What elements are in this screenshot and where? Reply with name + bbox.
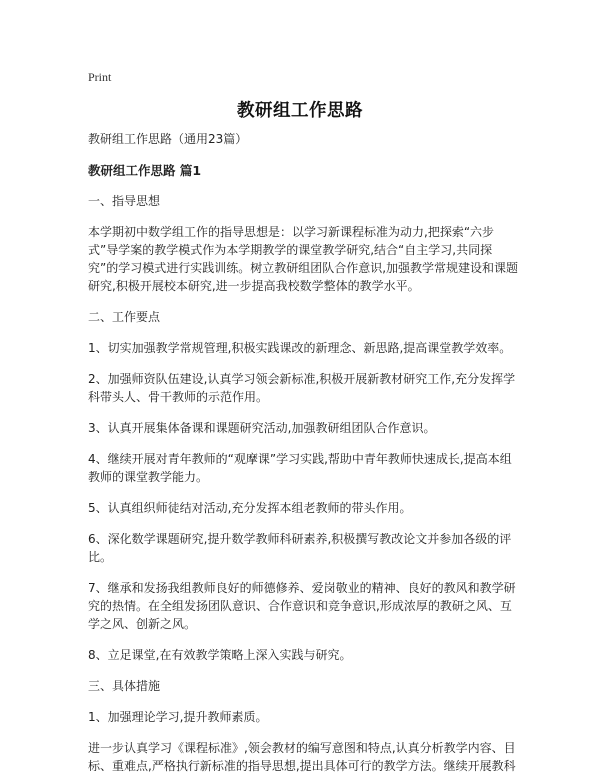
- paragraph-point-8: 8、立足课堂,在有效教学策略上深入实践与研究。: [88, 648, 352, 662]
- paragraph-measure-1: 1、加强理论学习,提升教师素质。: [88, 710, 268, 724]
- paragraph-point-7: 7、继承和发扬我组教师良好的师德修养、爱岗敬业的精神、良好的教风和教学研究的热情。在全组发扬团队意识、合作意识和竞争意识,形成浓厚的教研之风、互学之风、创新之风。: [88, 581, 516, 631]
- print-label: Print: [88, 70, 112, 84]
- paragraph-point-4: 4、继续开展对青年教师的“观摩课”学习实践,帮助中青年教师快速成长,提高本组教师的课堂教学能力。: [88, 452, 512, 484]
- paragraph-point-6: 6、深化数学课题研究,提升数学教师科研素养,积极撰写教改论文并参加各级的评比。: [88, 532, 512, 564]
- document-body: [88, 130, 520, 776]
- heading-specific-measures: 三、具体措施: [88, 679, 161, 693]
- document-subtitle: 教研组工作思路（通用23篇）: [88, 132, 248, 146]
- paragraph-point-3: 3、认真开展集体备课和课题研究活动,加强教研组团队合作意识。: [88, 421, 436, 435]
- document-title: 教研组工作思路: [237, 101, 363, 121]
- heading-guiding-ideology: 一、指导思想: [88, 194, 161, 208]
- section-heading: 教研组工作思路 篇1: [88, 163, 202, 178]
- paragraph-measure-1-detail: 进一步认真学习《课程标准》,领会教材的编写意图和特点,认真分析教学内容、目标、重难点,严格执行新标准的指导思想,提出具体可行的教学方法。继续开展教科: [88, 741, 516, 773]
- paragraph-point-1: 1、切实加强教学常规管理,积极实践课改的新理念、新思路,提高课堂教学效率。: [88, 341, 512, 355]
- heading-work-points: 二、工作要点: [88, 310, 161, 324]
- paragraph-point-2: 2、加强师资队伍建设,认真学习领会新标准,积极开展新教材研究工作,充分发挥学科带头人、骨干教师的示范作用。: [88, 372, 516, 404]
- paragraph-guiding-ideology: 本学期初中数学组工作的指导思想是：以学习新课程标准为动力,把探索“六步式”导学案的教学模式作为本学期教学的课堂教学研究,结合“自主学习,共同探究”的学习模式进行实践训练。树立教研组团队合作意识,加强教学常规建设和课题研究,积极开展校本研究,进一步提高我校数学整体的教学水平。: [88, 225, 519, 293]
- paragraph-point-5: 5、认真组织师徒结对活动,充分发挥本组老教师的带头作用。: [88, 501, 412, 515]
